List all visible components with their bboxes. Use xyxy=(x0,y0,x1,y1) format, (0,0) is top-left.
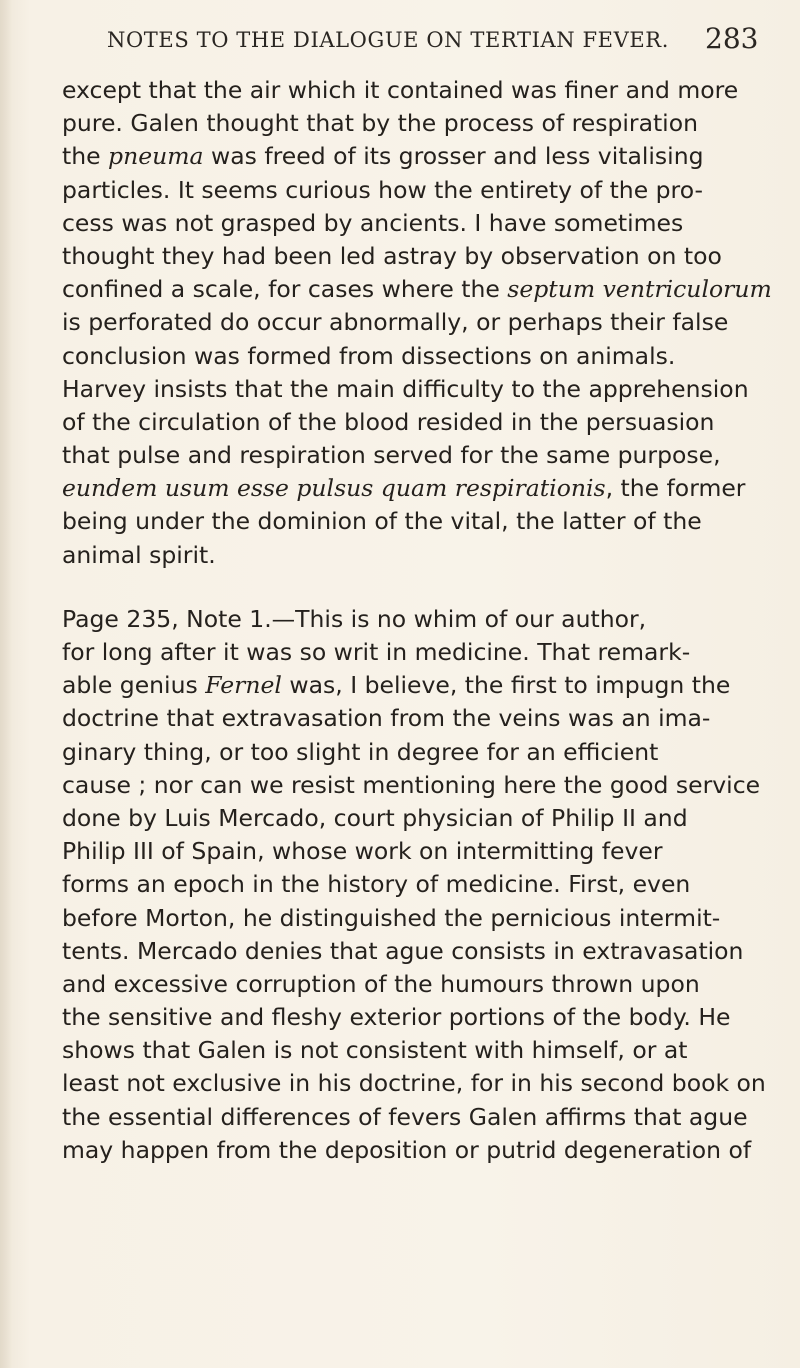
text-run: the essential differences of fevers Galen affirms that ague xyxy=(62,1102,748,1131)
text-run: tents. Mercado denies that ague consists in extravasation xyxy=(62,936,744,965)
paragraph-gap xyxy=(62,572,762,603)
text-line xyxy=(62,868,762,901)
text-line xyxy=(62,636,762,669)
text-line xyxy=(62,306,762,339)
text-line xyxy=(62,74,762,107)
text-line xyxy=(62,373,762,406)
text-line xyxy=(62,273,772,306)
paragraph xyxy=(62,603,766,1167)
text-run: before Morton, he distinguished the pernicious intermit- xyxy=(62,903,721,932)
text-line xyxy=(62,439,762,472)
text-run: pure. Galen thought that by the process of respiration xyxy=(62,109,698,138)
text-run: cause ; nor can we resist mentioning here the good service xyxy=(62,770,761,799)
text-run: is perforated do occur abnormally, or perhaps their false xyxy=(62,308,729,337)
paragraph xyxy=(62,74,772,572)
text-run: doctrine that extravasation from the veins was an ima- xyxy=(62,704,711,733)
text-run: may happen from the deposition or putrid degeneration of xyxy=(62,1135,752,1164)
page-header xyxy=(0,14,800,58)
text-run: done by Luis Mercado, court physician of Philip II and xyxy=(62,803,688,832)
text-run: for long after it was so writ in medicine. That remark- xyxy=(62,638,691,666)
text-run: was, I believe, the first to impugn the xyxy=(281,671,731,700)
italic-text: pneuma xyxy=(108,142,204,171)
text-line xyxy=(62,935,762,968)
text-run: thought they had been led astray by observation on too xyxy=(62,241,722,270)
text-run: cess was not grasped by ancients. I have sometimes xyxy=(62,208,684,237)
text-run: Philip III of Spain, whose work on intermitting fever xyxy=(62,837,663,866)
text-line xyxy=(62,472,762,505)
text-line xyxy=(62,107,762,140)
text-run: forms an epoch in the history of medicine. First, even xyxy=(62,870,691,899)
text-line xyxy=(62,1101,762,1134)
text-line xyxy=(62,802,762,835)
text-line xyxy=(62,702,762,735)
italic-text: septum ventriculorum xyxy=(507,275,772,304)
text-line xyxy=(62,1001,762,1034)
text-line xyxy=(62,902,762,935)
text-run: except that the air which it contained was finer and more xyxy=(62,76,739,104)
text-line xyxy=(62,669,762,702)
text-line xyxy=(62,207,762,240)
text-run: animal spirit. xyxy=(62,540,216,569)
text-line xyxy=(62,736,762,769)
text-run: the sensitive and fleshy exterior portions of the body. He xyxy=(62,1003,731,1032)
text-run: , the former xyxy=(605,474,746,503)
page-number: 283 xyxy=(705,22,759,55)
text-line xyxy=(62,1067,766,1100)
text-run: ginary thing, or too slight in degree for an efficient xyxy=(62,737,659,766)
text-run: confined a scale, for cases where the xyxy=(62,275,508,304)
text-line xyxy=(62,340,762,373)
text-run: least not exclusive in his doctrine, for in his second book on xyxy=(62,1069,766,1098)
text-line xyxy=(62,1134,762,1167)
body-text xyxy=(62,74,772,1167)
text-run: particles. It seems curious how the entirety of the pro- xyxy=(62,175,703,204)
text-line xyxy=(62,140,762,173)
text-run: the xyxy=(62,142,109,171)
text-run: and excessive corruption of the humours thrown upon xyxy=(62,969,700,998)
text-run: being under the dominion of the vital, the latter of the xyxy=(62,507,702,536)
text-run: was freed of its grosser and less vitalising xyxy=(203,142,704,171)
text-line xyxy=(62,1034,762,1067)
text-run: of the circulation of the blood resided in the persuasion xyxy=(62,407,715,436)
text-line xyxy=(62,968,762,1001)
page-gutter-shadow xyxy=(0,0,12,1368)
text-line xyxy=(62,769,762,802)
text-line xyxy=(62,505,762,538)
text-line xyxy=(62,539,762,572)
running-head: NOTES TO THE DIALOGUE ON TERTIAN FEVER. xyxy=(107,28,669,52)
text-run: shows that Galen is not consistent with himself, or at xyxy=(62,1036,688,1065)
text-line xyxy=(62,406,762,439)
italic-text: Fernel xyxy=(205,671,282,700)
text-line xyxy=(62,240,762,273)
text-run: able genius xyxy=(62,671,206,700)
text-line xyxy=(62,603,762,636)
italic-text: eundem usum esse pulsus quam respirationis xyxy=(62,474,606,503)
text-line xyxy=(62,174,762,207)
text-run: Harvey insists that the main difficulty to the apprehension xyxy=(62,374,749,403)
text-run: Page 235, Note 1.—This is no whim of our author, xyxy=(62,604,647,633)
text-line xyxy=(62,835,762,868)
text-run: conclusion was formed from dissections on animals. xyxy=(62,341,676,370)
text-run: that pulse and respiration served for the same purpose, xyxy=(62,441,721,470)
